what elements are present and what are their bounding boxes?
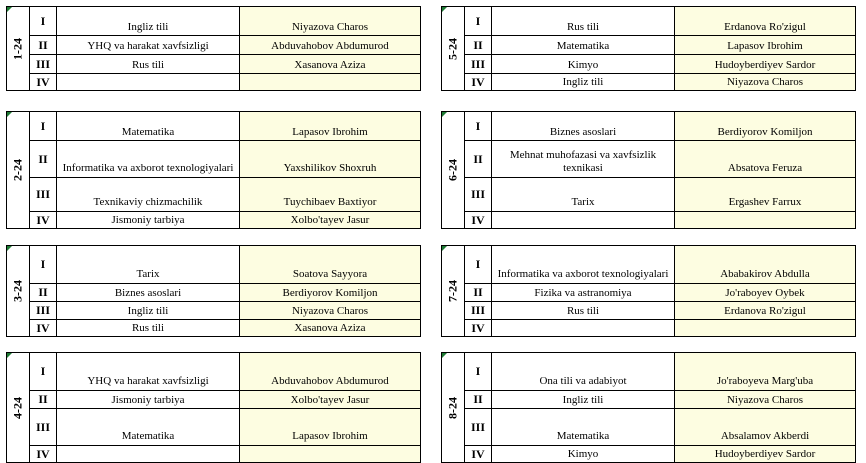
subject-cell: Rus tili <box>57 320 240 337</box>
lesson-row <box>7 36 421 55</box>
lesson-number: III <box>465 409 492 446</box>
lesson-row <box>442 112 856 141</box>
group-schedule-table <box>6 352 421 463</box>
group-schedule-table <box>441 352 856 463</box>
subject-cell <box>492 212 675 229</box>
subject-cell <box>492 320 675 337</box>
lesson-number: II <box>30 36 57 55</box>
group-schedule-table <box>6 245 421 337</box>
lesson-number: II <box>30 284 57 302</box>
teacher-cell: Yaxshilikov Shoxruh <box>240 141 421 178</box>
lesson-number: IV <box>465 320 492 337</box>
subject-cell: Texnikaviy chizmachilik <box>57 178 240 212</box>
teacher-cell: Hudoyberdiyev Sardor <box>675 446 856 463</box>
lesson-row <box>7 141 421 178</box>
subject-cell <box>57 446 240 463</box>
subject-cell: Informatika va axborot texnologiyalari <box>492 246 675 284</box>
group-schedule-table <box>441 111 856 229</box>
subject-cell: Tarix <box>492 178 675 212</box>
teacher-cell: Xasanova Aziza <box>240 320 421 337</box>
cell-marker-icon <box>7 7 12 12</box>
lesson-number: I <box>465 246 492 284</box>
subject-cell: Kimyo <box>492 446 675 463</box>
subject-cell: Fizika va astranomiya <box>492 284 675 302</box>
subject-cell: Informatika va axborot texnologiyalari <box>57 141 240 178</box>
group-cell <box>7 353 30 463</box>
lesson-row <box>442 246 856 284</box>
lesson-number: III <box>465 55 492 74</box>
group-cell <box>442 7 465 91</box>
subject-cell: Rus tili <box>492 7 675 36</box>
group-name: 5-24 <box>445 37 460 60</box>
lesson-row <box>442 212 856 229</box>
cell-marker-icon <box>442 7 447 12</box>
group-name: 2-24 <box>10 159 25 181</box>
group-cell <box>7 112 30 229</box>
subject-cell: Biznes asoslari <box>57 284 240 302</box>
subject-cell: Ingliz tili <box>57 302 240 320</box>
lesson-number: IV <box>465 212 492 229</box>
teacher-cell: Xolbo'tayev Jasur <box>240 212 421 229</box>
lesson-number: III <box>30 409 57 446</box>
lesson-row <box>7 284 421 302</box>
teacher-cell: Erdanova Ro'zigul <box>675 7 856 36</box>
lesson-number: III <box>465 178 492 212</box>
subject-cell: Kimyo <box>492 55 675 74</box>
lesson-number: II <box>465 284 492 302</box>
teacher-cell <box>240 446 421 463</box>
group-name: 8-24 <box>445 396 460 419</box>
lesson-row <box>7 320 421 337</box>
lesson-number: III <box>30 302 57 320</box>
teacher-cell: Soatova Sayyora <box>240 246 421 284</box>
subject-cell <box>57 74 240 91</box>
lesson-row <box>7 302 421 320</box>
teacher-cell <box>240 74 421 91</box>
lesson-row <box>7 391 421 409</box>
group-name: 7-24 <box>445 280 460 302</box>
teacher-cell: Hudoyberdiyev Sardor <box>675 55 856 74</box>
teacher-cell: Ergashev Farrux <box>675 178 856 212</box>
lesson-row <box>442 446 856 463</box>
lesson-row <box>442 353 856 391</box>
teacher-cell: Niyazova Charos <box>675 74 856 91</box>
group-name: 3-24 <box>10 280 25 302</box>
lesson-row <box>442 302 856 320</box>
subject-cell: Rus tili <box>492 302 675 320</box>
lesson-row <box>442 7 856 36</box>
group-cell <box>7 7 30 91</box>
group-schedule-table <box>6 111 421 229</box>
group-name: 6-24 <box>445 159 460 181</box>
lesson-number: I <box>30 7 57 36</box>
lesson-row <box>442 320 856 337</box>
group-name: 1-24 <box>10 37 25 60</box>
group-schedule-table <box>441 245 856 337</box>
lesson-number: I <box>465 112 492 141</box>
group-cell <box>7 246 30 337</box>
teacher-cell: Xasanova Aziza <box>240 55 421 74</box>
lesson-number: I <box>30 112 57 141</box>
cell-marker-icon <box>7 353 12 358</box>
cell-marker-icon <box>442 246 447 251</box>
subject-cell: Matematika <box>57 112 240 141</box>
teacher-cell: Lapasov Ibrohim <box>675 36 856 55</box>
lesson-number: II <box>30 391 57 409</box>
lesson-row <box>7 409 421 446</box>
lesson-number: IV <box>30 320 57 337</box>
lesson-number: III <box>465 302 492 320</box>
teacher-cell: Niyazova Charos <box>240 302 421 320</box>
subject-cell: Ingliz tili <box>492 391 675 409</box>
cell-marker-icon <box>442 112 447 117</box>
lesson-number: IV <box>465 74 492 91</box>
lesson-number: I <box>465 7 492 36</box>
teacher-cell: Lapasov Ibrohim <box>240 409 421 446</box>
group-cell <box>442 246 465 337</box>
lesson-row <box>442 391 856 409</box>
teacher-cell: Absalamov Akberdi <box>675 409 856 446</box>
lesson-number: II <box>30 141 57 178</box>
teacher-cell: Tuychibaev Baxtiyor <box>240 178 421 212</box>
subject-cell: Ingliz tili <box>492 74 675 91</box>
subject-cell: Ona tili va adabiyot <box>492 353 675 391</box>
teacher-cell: Berdiyorov Komiljon <box>675 112 856 141</box>
subject-cell: Rus tili <box>57 55 240 74</box>
teacher-cell: Abduvahobov Abdumurod <box>240 353 421 391</box>
group-cell <box>442 112 465 229</box>
lesson-row <box>7 178 421 212</box>
group-schedule-table <box>6 6 421 91</box>
teacher-cell: Berdiyorov Komiljon <box>240 284 421 302</box>
cell-marker-icon <box>7 246 12 251</box>
lesson-row <box>442 74 856 91</box>
lesson-row <box>442 55 856 74</box>
subject-cell: Matematika <box>492 409 675 446</box>
lesson-row <box>7 212 421 229</box>
teacher-cell: Jo'raboyeva Marg'uba <box>675 353 856 391</box>
lesson-number: I <box>30 246 57 284</box>
lesson-row <box>442 409 856 446</box>
lesson-number: II <box>465 36 492 55</box>
lesson-number: IV <box>465 446 492 463</box>
group-schedule-table <box>441 6 856 91</box>
lesson-row <box>7 446 421 463</box>
lesson-row <box>7 55 421 74</box>
lesson-number: IV <box>30 212 57 229</box>
subject-cell: Jismoniy tarbiya <box>57 212 240 229</box>
lesson-number: I <box>30 353 57 391</box>
subject-cell: YHQ va harakat xavfsizligi <box>57 353 240 391</box>
lesson-number: III <box>30 55 57 74</box>
lesson-number: II <box>465 141 492 178</box>
teacher-cell: Niyazova Charos <box>240 7 421 36</box>
lesson-number: IV <box>30 446 57 463</box>
teacher-cell <box>675 320 856 337</box>
subject-cell: Matematika <box>492 36 675 55</box>
cell-marker-icon <box>7 112 12 117</box>
lesson-number: I <box>465 353 492 391</box>
lesson-number: II <box>465 391 492 409</box>
subject-cell: Jismoniy tarbiya <box>57 391 240 409</box>
lesson-row <box>442 178 856 212</box>
cell-marker-icon <box>442 353 447 358</box>
lesson-row <box>442 36 856 55</box>
lesson-number: IV <box>30 74 57 91</box>
teacher-cell: Absatova Feruza <box>675 141 856 178</box>
subject-cell: Matematika <box>57 409 240 446</box>
teacher-cell: Lapasov Ibrohim <box>240 112 421 141</box>
lesson-row <box>7 246 421 284</box>
subject-cell: Mehnat muhofazasi va xavfsizlik texnikasi <box>492 141 675 178</box>
lesson-row <box>442 141 856 178</box>
lesson-row <box>7 112 421 141</box>
teacher-cell <box>675 212 856 229</box>
subject-cell: Ingliz tili <box>57 7 240 36</box>
teacher-cell: Niyazova Charos <box>675 391 856 409</box>
subject-cell: Tarix <box>57 246 240 284</box>
group-cell <box>442 353 465 463</box>
lesson-row <box>7 353 421 391</box>
teacher-cell: Ababakirov Abdulla <box>675 246 856 284</box>
subject-cell: YHQ va harakat xavfsizligi <box>57 36 240 55</box>
teacher-cell: Jo'raboyev Oybek <box>675 284 856 302</box>
lesson-number: III <box>30 178 57 212</box>
subject-cell: Biznes asoslari <box>492 112 675 141</box>
lesson-row <box>7 7 421 36</box>
group-name: 4-24 <box>10 396 25 419</box>
lesson-row <box>442 284 856 302</box>
teacher-cell: Erdanova Ro'zigul <box>675 302 856 320</box>
teacher-cell: Abduvahobov Abdumurod <box>240 36 421 55</box>
lesson-row <box>7 74 421 91</box>
teacher-cell: Xolbo'tayev Jasur <box>240 391 421 409</box>
